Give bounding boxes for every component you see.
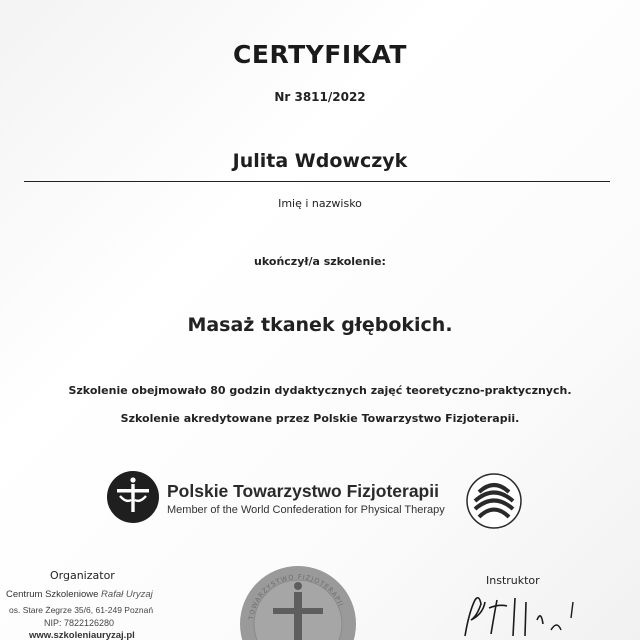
organizer-label: Organizator (50, 569, 115, 582)
organizer-nip: NIP: 7822126280 (44, 618, 115, 628)
name-caption: Imię i nazwisko (278, 197, 362, 210)
certificate-number: Nr 3811/2022 (274, 90, 366, 104)
pt-logo-icon (106, 470, 160, 524)
participant-name: Julita Wdowczyk (232, 150, 408, 172)
wcpt-logo-icon (465, 472, 523, 530)
description-accreditation: Szkolenie akredytowane przez Polskie Towarzystwo Fizjoterapii. (120, 412, 520, 425)
course-title: Masaż tkanek głębokich. (187, 314, 453, 336)
instructor-label: Instruktor (486, 574, 540, 587)
organizer-name (6, 589, 153, 600)
certificate-title: CERTYFIKAT (233, 40, 407, 69)
organizer-name-prefix: Centrum Szkoleniowe (6, 589, 99, 600)
accreditor-name: Polskie Towarzystwo Fizjoterapii (167, 481, 439, 501)
description-hours: Szkolenie obejmowało 80 godzin dydaktycznych zajęć teoretyczno-praktycznych. (68, 384, 572, 397)
name-underline (24, 181, 610, 182)
accreditor-subtitle: Member of the World Confederation for Physical Therapy (167, 504, 445, 516)
signature-icon (455, 590, 605, 640)
organizer-name-brand: Rafał Uryzaj (101, 589, 153, 600)
seal-stamp-icon (235, 562, 360, 640)
organizer-website: www.szkoleniauryzaj.pl (29, 630, 135, 640)
organizer-address: os. Stare Żegrze 35/6, 61-249 Poznań (9, 605, 154, 615)
completed-label: ukończył/a szkolenie: (254, 255, 386, 268)
seal-text: TOWARZYSTWO FIZJOTERAPII (247, 572, 346, 621)
